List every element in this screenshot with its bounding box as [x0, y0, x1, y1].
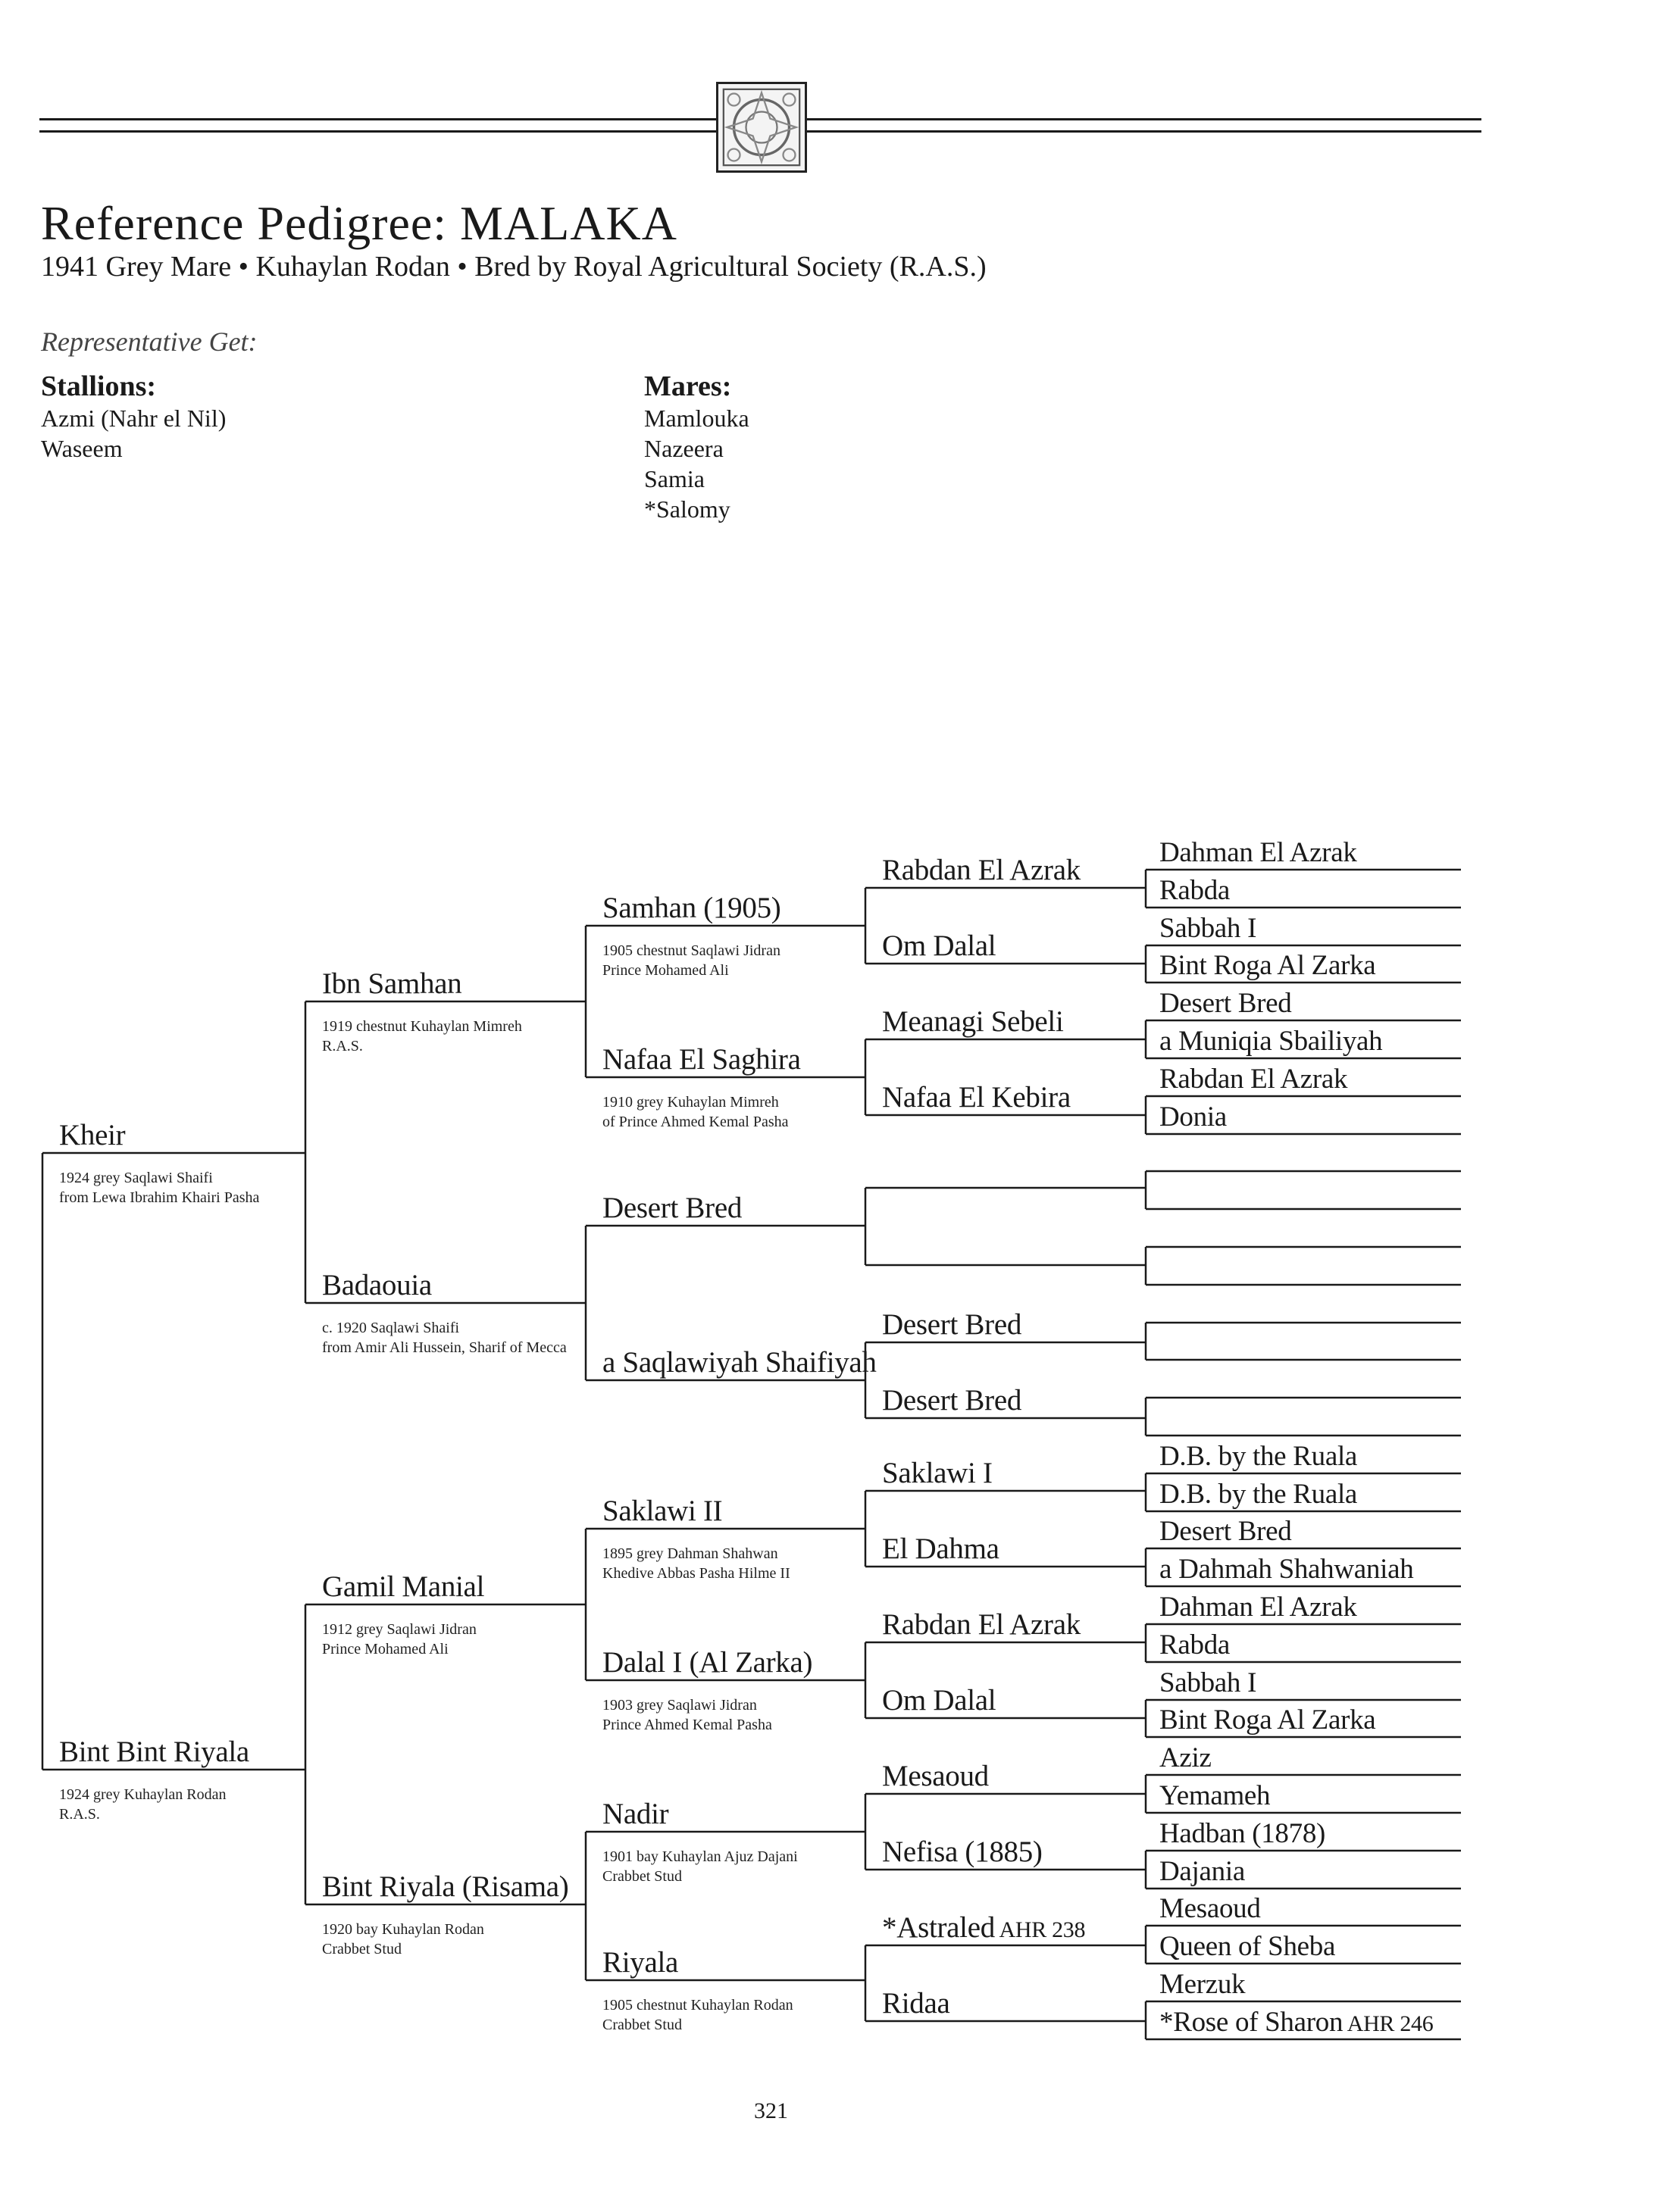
- g3-name: Nafaa El Saghira: [602, 1043, 801, 1076]
- g1-name: Bint Bint Riyala: [59, 1736, 249, 1768]
- g3-note: Crabbet Stud: [602, 2017, 682, 2033]
- g2-note: 1919 chestnut Kuhaylan Mimreh: [322, 1018, 522, 1035]
- g2-note: Crabbet Stud: [322, 1941, 402, 1957]
- stallions-heading: Stallions:: [41, 370, 157, 402]
- g4-name: Ridaa: [882, 1987, 950, 2020]
- g5-name: Rabda: [1159, 1629, 1231, 1661]
- g2-name: Gamil Manial: [322, 1570, 485, 1603]
- g2-name: Ibn Samhan: [322, 967, 462, 1000]
- g2-note: R.A.S.: [322, 1038, 363, 1054]
- g3-note: 1895 grey Dahman Shahwan: [602, 1545, 778, 1562]
- g4-name: El Dahma: [882, 1532, 999, 1565]
- g5-name: Rabda: [1159, 875, 1231, 906]
- g3-note: 1901 bay Kuhaylan Ajuz Dajani: [602, 1848, 798, 1865]
- g3-note: of Prince Ahmed Kemal Pasha: [602, 1114, 789, 1130]
- mare-item: *Salomy: [644, 495, 730, 523]
- g3-name: a Saqlawiyah Shaifiyah: [602, 1346, 877, 1379]
- g5-name: Aziz: [1159, 1742, 1212, 1773]
- g5-name: Mesaoud: [1159, 1893, 1261, 1924]
- g1-note: 1924 grey Saqlawi Shaifi: [59, 1170, 213, 1186]
- g3-note: 1903 grey Saqlawi Jidran: [602, 1697, 757, 1714]
- g3-name: Saklawi II: [602, 1495, 723, 1527]
- g4-name: Meanagi Sebeli: [882, 1005, 1064, 1038]
- g5-name: Desert Bred: [1159, 1516, 1292, 1547]
- g5-name: *Rose of Sharon AHR 246: [1159, 2007, 1434, 2038]
- g5-name: Dahman El Azrak: [1159, 837, 1357, 868]
- g5-name: a Dahmah Shahwaniah: [1159, 1554, 1414, 1585]
- g3-note: Prince Mohamed Ali: [602, 962, 729, 979]
- g5-name: Queen of Sheba: [1159, 1931, 1336, 1962]
- g5-name: Desert Bred: [1159, 988, 1292, 1019]
- g4-name: Desert Bred: [882, 1308, 1022, 1341]
- g2-note: 1912 grey Saqlawi Jidran: [322, 1621, 477, 1638]
- g2-note: c. 1920 Saqlawi Shaifi: [322, 1320, 460, 1336]
- g1-note: R.A.S.: [59, 1806, 100, 1823]
- mare-item: Samia: [644, 465, 705, 492]
- g3-note: 1905 chestnut Saqlawi Jidran: [602, 942, 780, 959]
- page-subtitle: 1941 Grey Mare • Kuhaylan Rodan • Bred by Royal Agricultural Society (R.A.S.): [41, 251, 987, 283]
- g4-name: Nefisa (1885): [882, 1836, 1043, 1868]
- registration-suffix: AHR 238: [994, 1917, 1086, 1942]
- g2-note: 1920 bay Kuhaylan Rodan: [322, 1921, 484, 1938]
- stallion-item: Waseem: [41, 435, 123, 462]
- registration-suffix: AHR 246: [1343, 2011, 1434, 2036]
- g5-name: a Muniqia Sbailiyah: [1159, 1026, 1383, 1057]
- stallion-item: Azmi (Nahr el Nil): [41, 405, 227, 432]
- g2-note: from Amir Ali Hussein, Sharif of Mecca: [322, 1339, 567, 1356]
- g5-name: Rabdan El Azrak: [1159, 1064, 1348, 1095]
- g4-name: Mesaoud: [882, 1760, 989, 1792]
- g1-note: 1924 grey Kuhaylan Rodan: [59, 1786, 227, 1803]
- g1-note: from Lewa Ibrahim Khairi Pasha: [59, 1189, 260, 1206]
- page-number: 321: [754, 2098, 788, 2123]
- g3-note: 1905 chestnut Kuhaylan Rodan: [602, 1997, 793, 2014]
- g5-name: Dahman El Azrak: [1159, 1592, 1357, 1623]
- g4-name: Desert Bred: [882, 1384, 1022, 1417]
- g4-name: Rabdan El Azrak: [882, 854, 1081, 886]
- g2-name: Bint Riyala (Risama): [322, 1870, 569, 1903]
- g5-name: D.B. by the Ruala: [1159, 1479, 1358, 1510]
- g5-name: Merzuk: [1159, 1969, 1246, 2000]
- g3-name: Riyala: [602, 1946, 679, 1979]
- g5-name: Bint Roga Al Zarka: [1159, 1704, 1376, 1736]
- g4-name: Rabdan El Azrak: [882, 1608, 1081, 1641]
- g4-name: Om Dalal: [882, 929, 996, 962]
- g2-name: Badaouia: [322, 1269, 432, 1301]
- g3-note: Prince Ahmed Kemal Pasha: [602, 1717, 772, 1733]
- g5-name: Bint Roga Al Zarka: [1159, 950, 1376, 981]
- g5-name: D.B. by the Ruala: [1159, 1441, 1358, 1472]
- g1-name: Kheir: [59, 1119, 126, 1151]
- mare-item: Nazeera: [644, 435, 724, 462]
- mare-item: Mamlouka: [644, 405, 749, 432]
- representative-get-label: Representative Get:: [41, 326, 258, 357]
- g4-name: Nafaa El Kebira: [882, 1081, 1071, 1114]
- g4-name: Om Dalal: [882, 1684, 996, 1717]
- g4-name: Saklawi I: [882, 1457, 993, 1489]
- page-title: Reference Pedigree: MALAKA: [41, 196, 677, 250]
- g5-name: Yemameh: [1159, 1780, 1271, 1811]
- g5-name: Sabbah I: [1159, 913, 1257, 944]
- g3-note: Khedive Abbas Pasha Hilme II: [602, 1565, 790, 1582]
- g2-note: Prince Mohamed Ali: [322, 1641, 449, 1657]
- g5-name: Donia: [1159, 1101, 1227, 1133]
- g5-name: Hadban (1878): [1159, 1818, 1326, 1849]
- g5-name: Dajania: [1159, 1856, 1245, 1887]
- g4-name: *Astraled AHR 238: [882, 1911, 1086, 1944]
- g3-name: Desert Bred: [602, 1192, 743, 1224]
- g5-name: Sabbah I: [1159, 1667, 1257, 1698]
- g3-note: 1910 grey Kuhaylan Mimreh: [602, 1094, 779, 1111]
- g3-note: Crabbet Stud: [602, 1868, 682, 1885]
- g3-name: Dalal I (Al Zarka): [602, 1646, 813, 1679]
- g3-name: Samhan (1905): [602, 892, 781, 924]
- g3-name: Nadir: [602, 1798, 669, 1830]
- mares-heading: Mares:: [644, 370, 732, 402]
